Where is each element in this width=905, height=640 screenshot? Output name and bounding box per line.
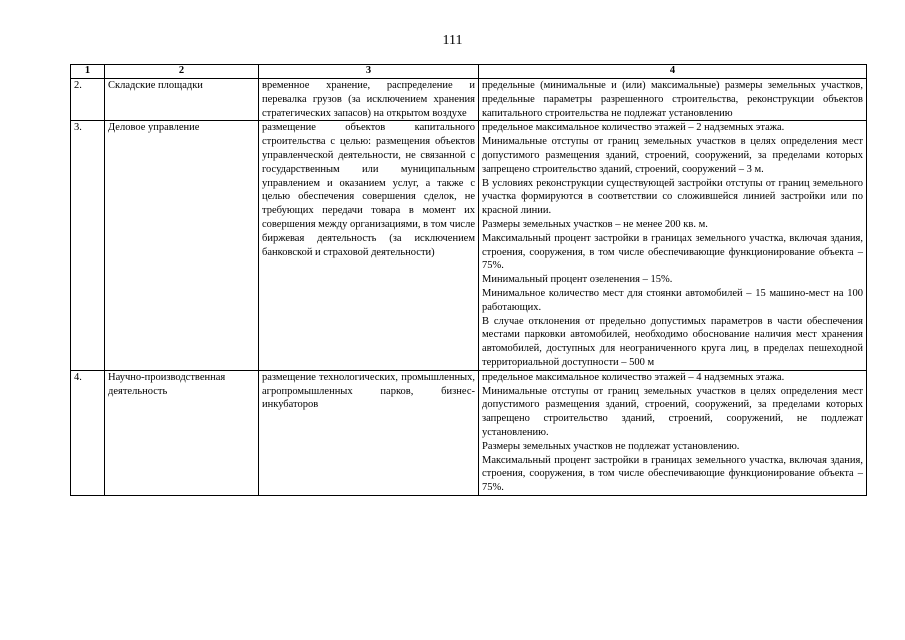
column-header: 2: [105, 65, 259, 79]
parameter-paragraph: Размеры земельных участков не подлежат установлению.: [482, 440, 740, 452]
table-header-row: [71, 65, 867, 79]
table-row: [71, 370, 867, 495]
column-header: 4: [479, 65, 867, 79]
use-description: [259, 370, 479, 495]
use-description: [259, 79, 479, 121]
column-header: 1: [71, 65, 105, 79]
parameter-paragraph: В случае отклонения от предельно допустимых параметров в части обеспечения местами парковки автомобилей, необходимо обоснование наличия мест хранения автомобилей, доступных для неограниченного круга лиц, в пределах пешеходной территориальной доступности – 500 м: [482, 315, 863, 368]
use-parameters: [479, 370, 867, 495]
column-header: 3: [259, 65, 479, 79]
description-paragraph: размещение объектов капитального строительства с целью: размещения объектов управленческой деятельности, не связанной с государственным или муниципальным управлением и оказанием услуг, а также с целью обеспечения совершения сделок, не требующих передачи товара в момент их совершения между организациями, в том числе биржевая деятельность (за исключением банковской и страховой деятельности): [262, 122, 475, 258]
use-parameters: [479, 121, 867, 370]
parameter-paragraph: предельное максимальное количество этажей – 4 надземных этажа.: [482, 371, 785, 383]
table-row: [71, 121, 867, 370]
parameter-paragraph: предельные (минимальные и (или) максимальные) размеры земельных участков, предельные параметры разрешенного строительства, реконструкции объектов капитального строительства не подлежат установлению: [482, 80, 863, 119]
parameter-paragraph: В условиях реконструкции существующей застройки отступы от границ земельного участка формируются в соответствии со сложившейся линией застройки или по красной линии.: [482, 177, 863, 217]
parameter-paragraph: Максимальный процент застройки в границах земельного участка, включая здания, строения, сооружения, в том числе обеспечивающие функционирование объекта – 75%.: [482, 454, 863, 494]
row-number: 2.: [71, 79, 105, 121]
parameter-paragraph: Размеры земельных участков – не менее 200 кв. м.: [482, 218, 708, 230]
description-paragraph: размещение технологических, промышленных, агропромышленных парков, бизнес-инкубаторов: [262, 371, 475, 411]
parameter-paragraph: предельное максимальное количество этажей – 2 надземных этажа.: [482, 122, 785, 134]
parameter-paragraph: Минимальный процент озеленения – 15%.: [482, 274, 673, 286]
zoning-table: [70, 64, 867, 496]
row-number: 3.: [71, 121, 105, 370]
parameter-paragraph: Максимальный процент застройки в границах земельного участка, включая здания, строения, сооружения, в том числе обеспечивающие функционирование объекта – 75%.: [482, 232, 863, 272]
table-row: [71, 79, 867, 121]
parameter-paragraph: Минимальные отступы от границ земельных участков в целях определения мест допустимого размещения зданий, строений, сооружений, за пределами которых запрещено строительство зданий, строений, сооружений, не подлежат установлению.: [482, 385, 863, 438]
row-number: 4.: [71, 370, 105, 495]
parameter-paragraph: Минимальные отступы от границ земельных участков в целях определения мест допустимого размещения зданий, строений, сооружений, за пределами которых запрещено строительство зданий, строений, сооружений – 3 м.: [482, 136, 863, 175]
parameter-paragraph: Минимальное количество мест для стоянки автомобилей – 15 машино-мест на 100 работающих.: [482, 287, 863, 313]
use-name: Складские площадки: [105, 79, 259, 121]
use-description: [259, 121, 479, 370]
use-name: Деловое управление: [105, 121, 259, 370]
use-name: Научно-производственная деятельность: [105, 370, 259, 495]
use-parameters: [479, 79, 867, 121]
page-number: 111: [442, 33, 463, 48]
description-paragraph: временное хранение, распределение и перевалка грузов (за исключением хранения стратегических запасов) на открытом воздухе: [262, 80, 475, 119]
